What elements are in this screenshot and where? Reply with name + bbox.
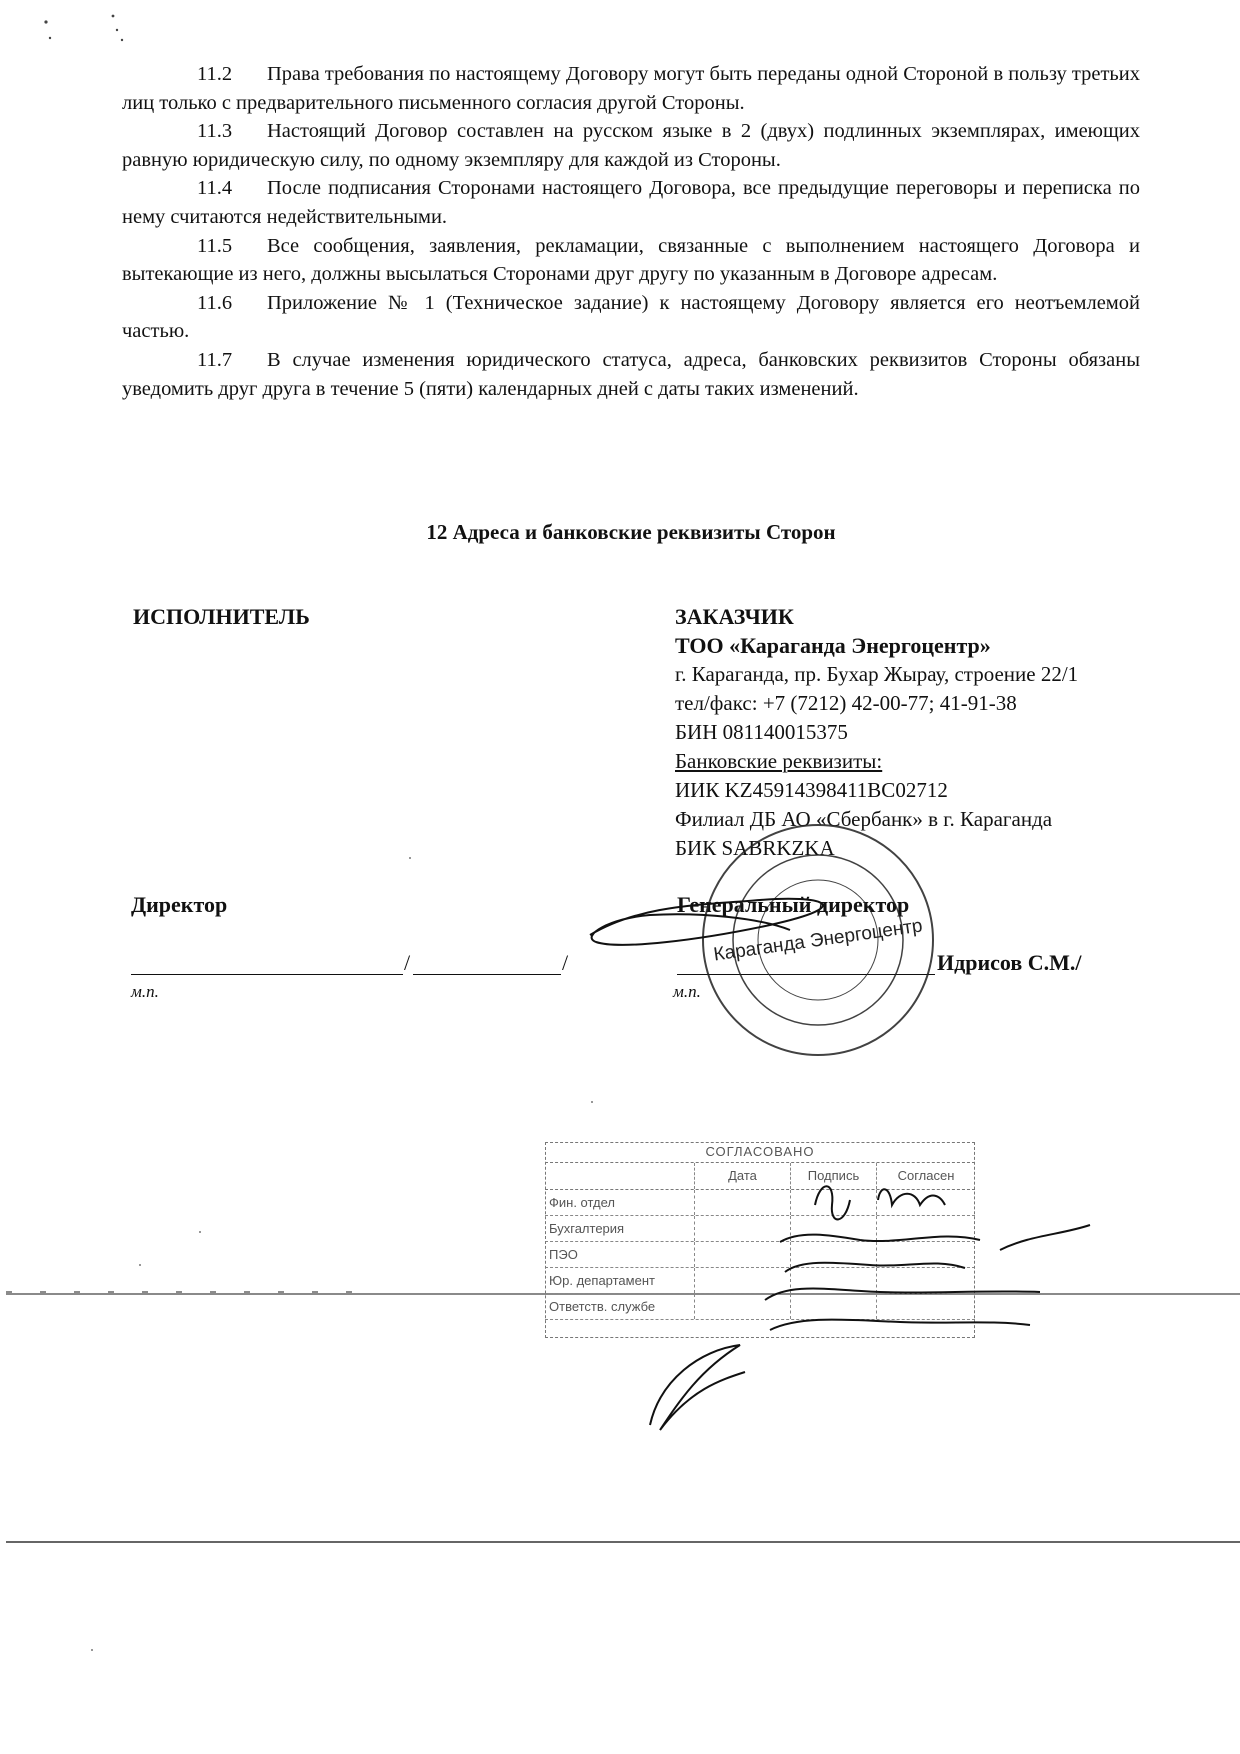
handwritten-signature xyxy=(785,1263,965,1272)
customer-director-label: Генеральный директор xyxy=(677,892,910,917)
customer-bank-label: Банковские реквизиты: xyxy=(675,749,883,773)
handwritten-signature xyxy=(815,1186,850,1219)
executor-seal-place: м.п. xyxy=(131,982,159,1001)
customer-bank-branch: Филиал ДБ АО «Сбербанк» в г. Караганда xyxy=(675,807,1053,831)
customer-company: ТОО «Караганда Энергоцентр» xyxy=(675,633,991,658)
approval-department: Фин. отдел xyxy=(545,1190,695,1215)
approval-header-cell: Согласен xyxy=(897,1168,955,1183)
clause-text: В случае изменения юридического статуса, адреса, банковских реквизитов Стороны обязаны уведомить друг друга в течение 5 (пяти) календарных дней с даты таких изменений. xyxy=(122,348,1140,400)
signature-slash: / xyxy=(562,950,569,975)
approval-department: Бухгалтерия xyxy=(545,1216,695,1241)
customer-signer-name: Идрисов С.М./ xyxy=(937,950,1082,975)
clause-text: После подписания Сторонами настоящего Договора, все предыдущие переговоры и переписка по нему считаются недействительными. xyxy=(122,177,1140,228)
clause-number: 11.4 xyxy=(197,177,233,200)
customer-heading: ЗАКАЗЧИК xyxy=(675,604,794,629)
signature-slash: / xyxy=(404,950,411,975)
clause-number: 11.5 xyxy=(197,234,233,257)
handwritten-signature xyxy=(650,1345,745,1430)
clause-number: 11.6 xyxy=(197,291,233,314)
customer-address: г. Караганда, пр. Бухар Жырау, строение 22/1 xyxy=(675,662,1079,686)
approval-title: СОГЛАСОВАНО xyxy=(545,1142,975,1163)
approval-department: Юр. департамент xyxy=(545,1268,695,1293)
section-title: 12 Адреса и банковские реквизиты Сторон xyxy=(426,520,836,544)
executor-director-label: Директор xyxy=(131,892,228,917)
customer-seal-place: м.п. xyxy=(673,982,701,1001)
customer-bin: БИН 081140015375 xyxy=(675,720,848,744)
customer-bik: БИК SABRKZKA xyxy=(675,836,835,860)
clause-number: 11.3 xyxy=(197,120,233,143)
approval-header-cell: Дата xyxy=(695,1163,791,1189)
handwritten-signature xyxy=(765,1289,1040,1301)
approval-department: ПЭО xyxy=(545,1242,695,1267)
clause-number: 11.2 xyxy=(197,63,233,85)
clause-text: Настоящий Договор составлен на русском языке в 2 (двух) подлинных экземплярах, имеющих равную юридическую силу, по одному экземпляру для каждой из Стороны. xyxy=(122,120,1140,171)
executor-heading: ИСПОЛНИТЕЛЬ xyxy=(133,604,310,629)
clause-text: Приложение № 1 (Техническое задание) к настоящему Договору является его неотъемлемой частью. xyxy=(122,291,1140,343)
clause-text: Права требования по настоящему Договору могут быть переданы одной Стороной в пользу третьих лиц только с предварительного письменного согласия другой Стороны. xyxy=(122,63,1140,114)
clause-number: 11.7 xyxy=(197,348,233,371)
clause-text: Все сообщения, заявления, рекламации, связанные с выполнением настоящего Договора и вытекающие из него, должны высылаться Сторонами друг другу по указанным в Договоре адресам. xyxy=(122,234,1140,286)
approval-header-cell: Подпись xyxy=(791,1163,877,1189)
handwritten-signature xyxy=(878,1189,945,1205)
stamp-center-text: Караганда Энергоцентр xyxy=(712,915,924,966)
handwritten-signature xyxy=(780,1225,1090,1250)
customer-phone: тел/факс: +7 (7212) 42-00-77; 41-91-38 xyxy=(675,691,1017,715)
handwritten-signature xyxy=(770,1320,1030,1330)
approval-department: Ответств. службе xyxy=(545,1294,695,1319)
customer-iik: ИИК KZ45914398411BC02712 xyxy=(675,778,948,802)
